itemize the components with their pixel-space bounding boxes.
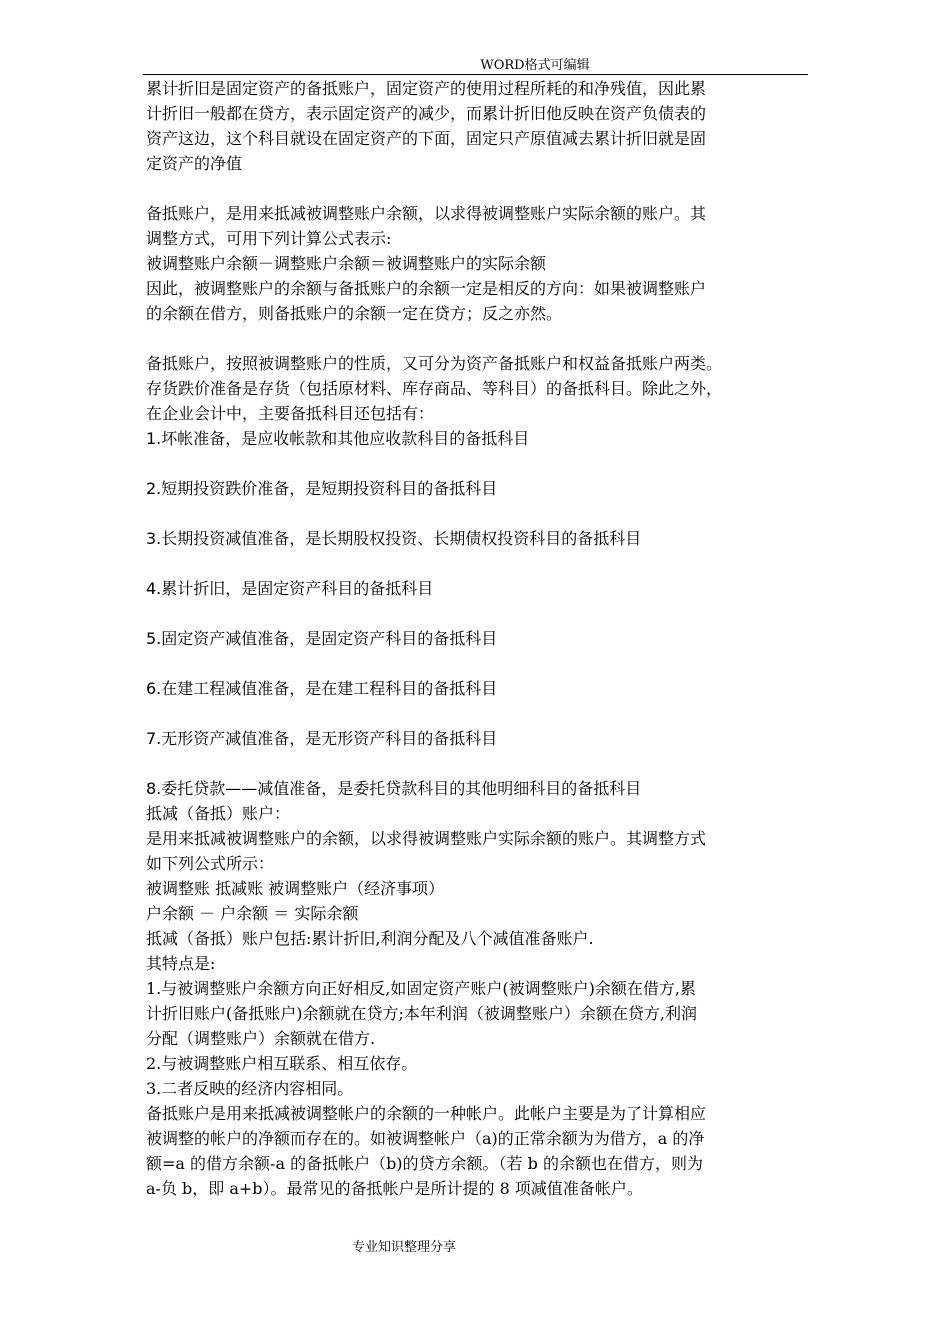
list-item: 3.长期投资减值准备，是长期股权投资、长期债权投资科目的备抵科目 — [146, 529, 642, 548]
spacer — [146, 651, 810, 676]
formula-line: 被调整账 抵减账 被调整账户（经济事项） — [146, 879, 445, 898]
text-line: a-负 b，即 a+b）。最常见的备抵帐户是所计提的 8 项减值准备帐户。 — [146, 1179, 643, 1198]
text-line: 资产这边，这个科目就设在固定资产的下面，固定只产原值减去累计折旧就是固 — [146, 129, 707, 148]
paragraph-contra-types — [146, 351, 810, 426]
list-item: 8.委托贷款——减值准备，是委托贷款科目的其他明细科目的备抵科目 — [146, 779, 642, 798]
list-item: 1.坏帐准备，是应收帐款和其他应收款科目的备抵科目 — [146, 429, 530, 448]
text-line: 的余额在借方，则备抵账户的余额一定在贷方；反之亦然。 — [146, 304, 563, 323]
text-line: 分配（调整账户）余额就在借方. — [146, 1029, 376, 1048]
text-line: 备抵账户，按照被调整账户的性质，又可分为资产备抵账户和权益备抵账户两类。 — [146, 354, 723, 373]
list-item: 2.短期投资跌价准备，是短期投资科目的备抵科目 — [146, 479, 498, 498]
page-footer: 专业知识整理分享 — [352, 1240, 457, 1255]
text-line: 备抵账户，是用来抵减被调整账户余额，以求得被调整账户实际余额的账户。其 — [146, 204, 707, 223]
text-line: 被调整的帐户的净额而存在的。如被调整帐户（a)的正常余额为为借方，a 的净 — [146, 1129, 705, 1148]
text-line: 计折旧一般都在贷方，表示固定资产的减少，而累计折旧他反映在资产负债表的 — [146, 104, 707, 123]
paragraph-contra-account — [146, 201, 810, 326]
formula-line: 户余额 － 户余额 ＝ 实际余额 — [146, 904, 359, 923]
text-line: 累计折旧是固定资产的备抵账户，固定资产的使用过程所耗的和净残值，因此累 — [146, 79, 707, 98]
text-line: 计折旧账户(备抵账户)余额就在贷方;本年利润（被调整账户）余额在贷方,利润 — [146, 1004, 697, 1023]
text-line: 3.二者反映的经济内容相同。 — [146, 1079, 354, 1098]
spacer — [146, 701, 810, 726]
spacer — [146, 326, 810, 351]
contra-account-list — [146, 426, 810, 801]
spacer — [146, 751, 810, 776]
spacer — [146, 601, 810, 626]
text-line: 备抵账户是用来抵减被调整帐户的余额的一种帐户。此帐户主要是为了计算相应 — [146, 1104, 707, 1123]
text-line: 是用来抵减被调整账户的余额，以求得被调整账户实际余额的账户。其调整方式 — [146, 829, 707, 848]
text-line: 定资产的净值 — [146, 154, 243, 173]
text-line: 额=a 的借方余额-a 的备抵帐户（b)的贷方余额。（若 b 的余额也在借方，则为 — [146, 1154, 703, 1173]
list-item: 4.累计折旧，是固定资产科目的备抵科目 — [146, 579, 434, 598]
text-line: 其特点是: — [146, 954, 216, 973]
header-rule — [143, 74, 808, 75]
spacer — [146, 451, 810, 476]
text-line: 存货跌价准备是存货（包括原材料、库存商品、等科目）的备抵科目。除此之外， — [146, 379, 723, 398]
page-header: WORD格式可编辑 — [480, 58, 590, 73]
text-line: 因此，被调整账户的余额与备抵账户的余额一定是相反的方向：如果被调整账户 — [146, 279, 707, 298]
text-line: 调整方式，可用下列计算公式表示: — [146, 229, 392, 248]
list-item: 6.在建工程减值准备，是在建工程科目的备抵科目 — [146, 679, 498, 698]
spacer — [146, 501, 810, 526]
list-item: 7.无形资产减值准备，是无形资产科目的备抵科目 — [146, 729, 498, 748]
text-line: 被调整账户余额－调整账户余额＝被调整账户的实际余额 — [146, 254, 547, 273]
text-line: 在企业会计中，主要备抵科目还包括有： — [146, 404, 435, 423]
text-line: 如下列公式所示： — [146, 854, 275, 873]
list-item: 5.固定资产减值准备，是固定资产科目的备抵科目 — [146, 629, 498, 648]
spacer — [146, 551, 810, 576]
paragraph-depreciation — [146, 76, 810, 176]
text-line: 2.与被调整账户相互联系、相互依存。 — [146, 1054, 418, 1073]
section-contra-definition — [146, 801, 810, 1201]
spacer — [146, 176, 810, 201]
document-body — [146, 76, 810, 1201]
text-line: 抵减（备抵）账户： — [146, 804, 291, 823]
text-line: 1.与被调整账户余额方向正好相反,如固定资产账户(被调整账户)余额在借方,累 — [146, 979, 696, 998]
text-line: 抵减（备抵）账户包括:累计折旧,利润分配及八个减值准备账户. — [146, 929, 594, 948]
